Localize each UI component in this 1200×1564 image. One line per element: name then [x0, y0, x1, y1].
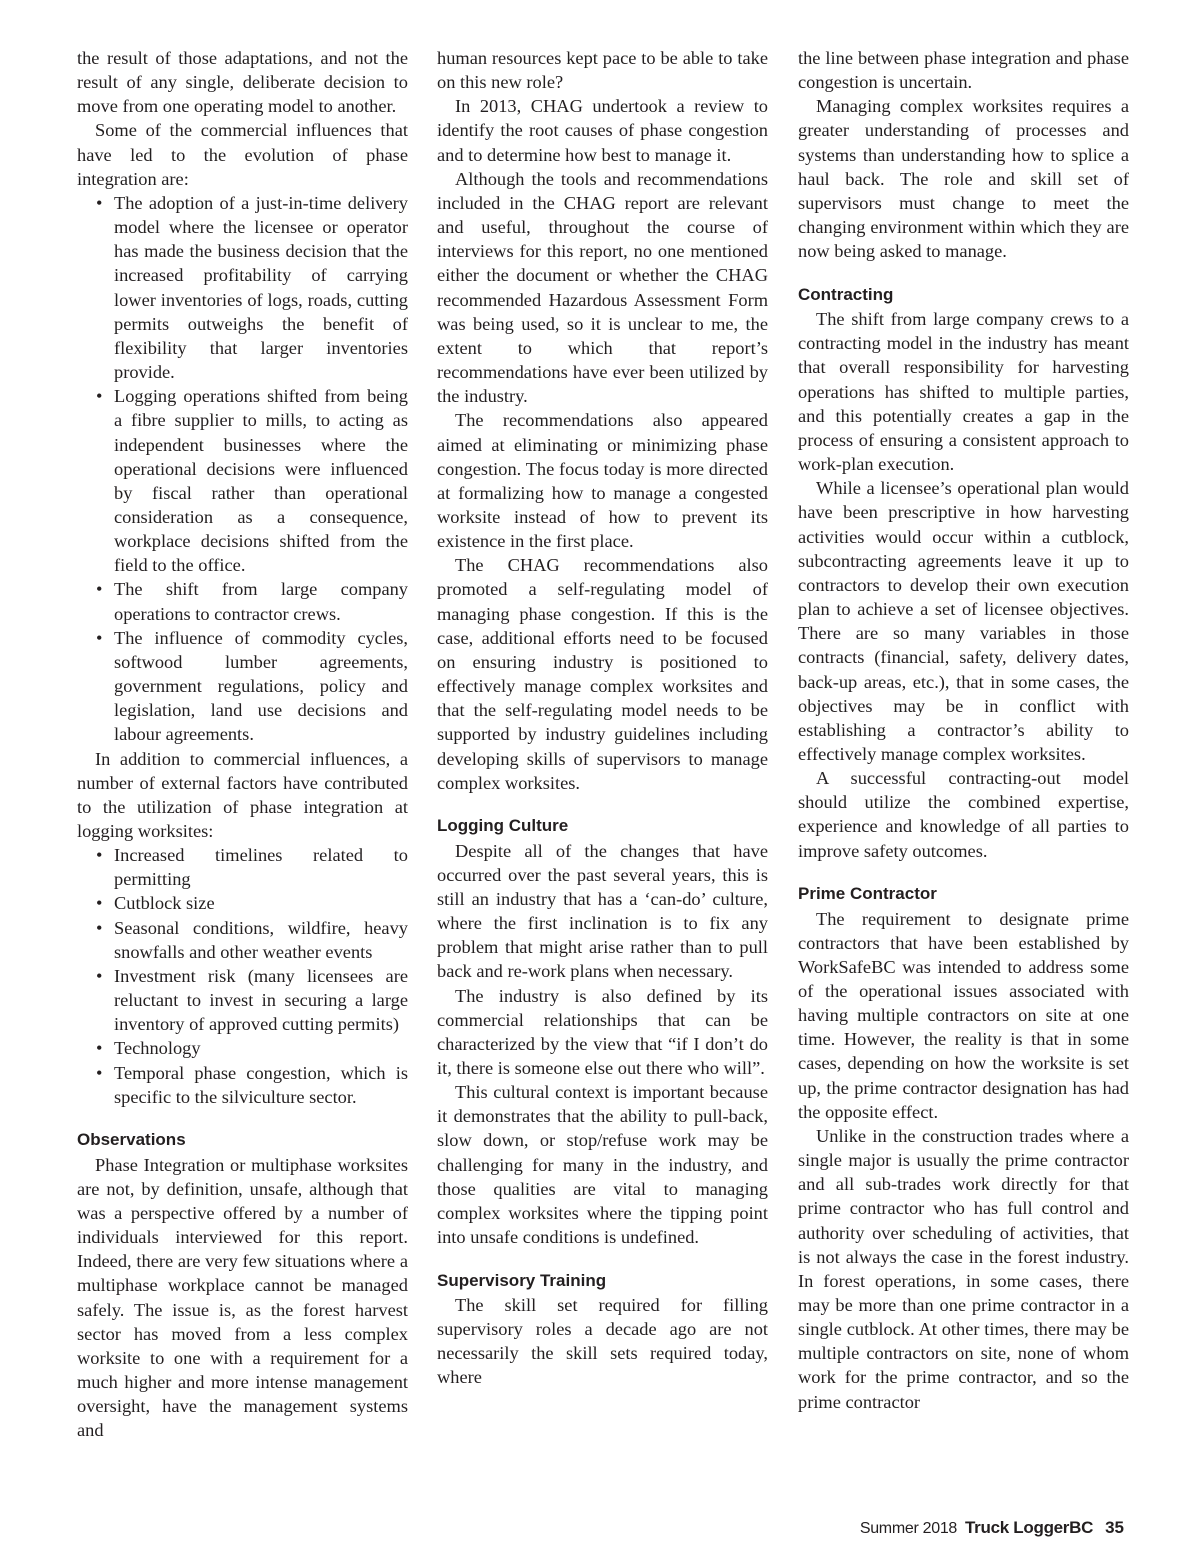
paragraph: The industry is also defined by its commercial relationships that can be characterized by the view that “if I don’t do it, there is someone else out there who will”.	[437, 985, 768, 1078]
paragraph: Although the tools and recommendations included in the CHAG report are relevant and useful, throughout the course of interviews for this report, no one mentioned either the document or whether the CHAG recommended Hazardous Assessment Form was being used, so it is unclear to me, the extent to which that report’s recommendations have ever been utilized by the industry.	[437, 168, 768, 407]
list-item: • The influence of commodity cycles, softwood lumber agreements, government regulations, policy and legislation, land use decisions and labour agreements.	[77, 626, 408, 747]
paragraph: A successful contracting-out model should utilize the combined expertise, experience and knowledge of all parties to improve safety outcomes.	[798, 768, 1129, 861]
list-item: • Seasonal conditions, wildfire, heavy snowfalls and other weather events	[77, 916, 408, 964]
page-footer	[860, 1518, 1124, 1538]
paragraph: The recommendations also appeared aimed at eliminating or minimizing phase congestion. The focus today is more directed at formalizing how to manage a congested worksite instead of how to prevent its existence in the first place.	[437, 410, 768, 552]
list-item: • Investment risk (many licensees are reluctant to invest in securing a large inventory of approved cutting permits)	[77, 964, 408, 1036]
paragraph: The skill set required for filling supervisory roles a decade ago are not necessarily the skill sets required today, where	[437, 1295, 768, 1388]
magazine-title: Truck LoggerBC	[965, 1518, 1094, 1537]
paragraph: While a licensee’s operational plan would have been prescriptive in how harvesting activities would occur within a cutblock, subcontracting agreements leave it up to contractors to develop their own execution plan to achieve a set of licensee objectives. There are so many variables in those contracts (financial, safety, delivery dates, back-up areas, etc.), that in some cases, the objectives may be in conflict with establishing a contractor’s ability to effectively manage complex worksites.	[798, 478, 1129, 764]
section-heading-logging-culture: Logging Culture	[437, 816, 569, 836]
list-item: • Technology	[77, 1036, 408, 1060]
paragraph: the result of those adaptations, and not the result of any single, deliberate decision to move from one operating model to another.	[77, 48, 408, 117]
text-column-1	[77, 46, 408, 1443]
list-item: • The shift from large company operations to contractor crews.	[77, 577, 408, 625]
list-item: • The adoption of a just-in-time delivery model where the licensee or operator has made the business decision that the increased profitability of carrying lower inventories of logs, roads, cutting permits outweighs the benefit of flexibility that larger inventories provide.	[77, 191, 408, 384]
paragraph: The requirement to designate prime contractors that have been established by WorkSafeBC was intended to address some of the operational issues associated with having multiple contractors on site at one time. However, the reality is that in some cases, depending on how the worksite is set up, the prime contractor designation has had the opposite effect.	[798, 908, 1129, 1122]
text-column-3	[798, 46, 1129, 1414]
external-factors-list	[77, 843, 408, 1109]
paragraph: Some of the commercial influences that have led to the evolution of phase integration are:	[77, 120, 408, 189]
list-item: • Increased timelines related to permitting	[77, 843, 408, 891]
paragraph: Despite all of the changes that have occurred over the past several years, this is still an industry that has a ‘can-do’ culture, where the first inclination is to fix any problem that might arise rather than to pull back and re-work plans when necessary.	[437, 840, 768, 982]
paragraph: The shift from large company crews to a contracting model in the industry has meant that overall responsibility for harvesting operations has shifted to multiple parties, and this potentially creates a gap in the process of ensuring a consistent approach to work-plan execution.	[798, 309, 1129, 475]
paragraph: In addition to commercial influences, a number of external factors have contributed to the utilization of phase integration at logging worksites:	[77, 748, 408, 841]
list-item: • Cutblock size	[77, 891, 408, 915]
paragraph: Unlike in the construction trades where a single major is usually the prime contractor and all sub-trades work directly for that prime contractor who has full control and authority over scheduling of activities, that is not always the case in the forest industry. In forest operations, in some cases, there may be more than one prime contractor in a single cutblock. At other times, there may be multiple contractors on site, none of whom work for the prime contractor, and so the prime contractor	[798, 1125, 1129, 1412]
paragraph: human resources kept pace to be able to take on this new role?	[437, 48, 768, 93]
section-heading-prime-contractor: Prime Contractor	[798, 884, 937, 904]
section-heading-observations: Observations	[77, 1130, 186, 1150]
section-heading-contracting: Contracting	[798, 285, 894, 304]
paragraph: the line between phase integration and phase congestion is uncertain.	[798, 48, 1129, 93]
paragraph: Phase Integration or multiphase worksites are not, by definition, unsafe, although that was a perspective offered by a number of individuals interviewed for this report. Indeed, there are very few situations where a multiphase workplace cannot be managed safely. The issue is, as the forest harvest sector has moved from a less complex worksite to one with a requirement for a much higher and more intense management oversight, have the management systems and	[77, 1154, 408, 1441]
paragraph: This cultural context is important because it demonstrates that the ability to pull-back, slow down, or stop/refuse work may be challenging for many in the industry, and those qualities are vital to managing complex worksites where the tipping point into unsafe conditions is undefined.	[437, 1082, 768, 1248]
issue-label: Summer 2018	[859, 1520, 958, 1537]
paragraph: Managing complex worksites requires a greater understanding of processes and systems than understanding how to splice a haul back. The role and skill set of supervisors must change to meet the changing environment within which they are now being asked to manage.	[798, 96, 1129, 262]
section-heading-supervisory-training: Supervisory Training	[437, 1270, 607, 1290]
list-item: • Logging operations shifted from being a fibre supplier to mills, to acting as independent businesses where the operational decisions were influenced by fiscal rather than operational consideration as a consequence, workplace decisions shifted from the field to the office.	[77, 384, 408, 577]
text-column-2	[437, 46, 768, 1390]
list-item: • Temporal phase congestion, which is specific to the silviculture sector.	[77, 1061, 408, 1109]
commercial-influences-list	[77, 191, 408, 747]
page-number: 35	[1105, 1518, 1124, 1537]
paragraph: In 2013, CHAG undertook a review to identify the root causes of phase congestion and to determine how best to manage it.	[437, 96, 768, 165]
paragraph: The CHAG recommendations also promoted a self-regulating model of managing phase congestion. If this is the case, additional efforts need to be focused on ensuring industry is positioned to effectively manage complex worksites and that the self-regulating model needs to be supported by industry guidelines including developing skills of supervisors to manage complex worksites.	[437, 555, 768, 793]
